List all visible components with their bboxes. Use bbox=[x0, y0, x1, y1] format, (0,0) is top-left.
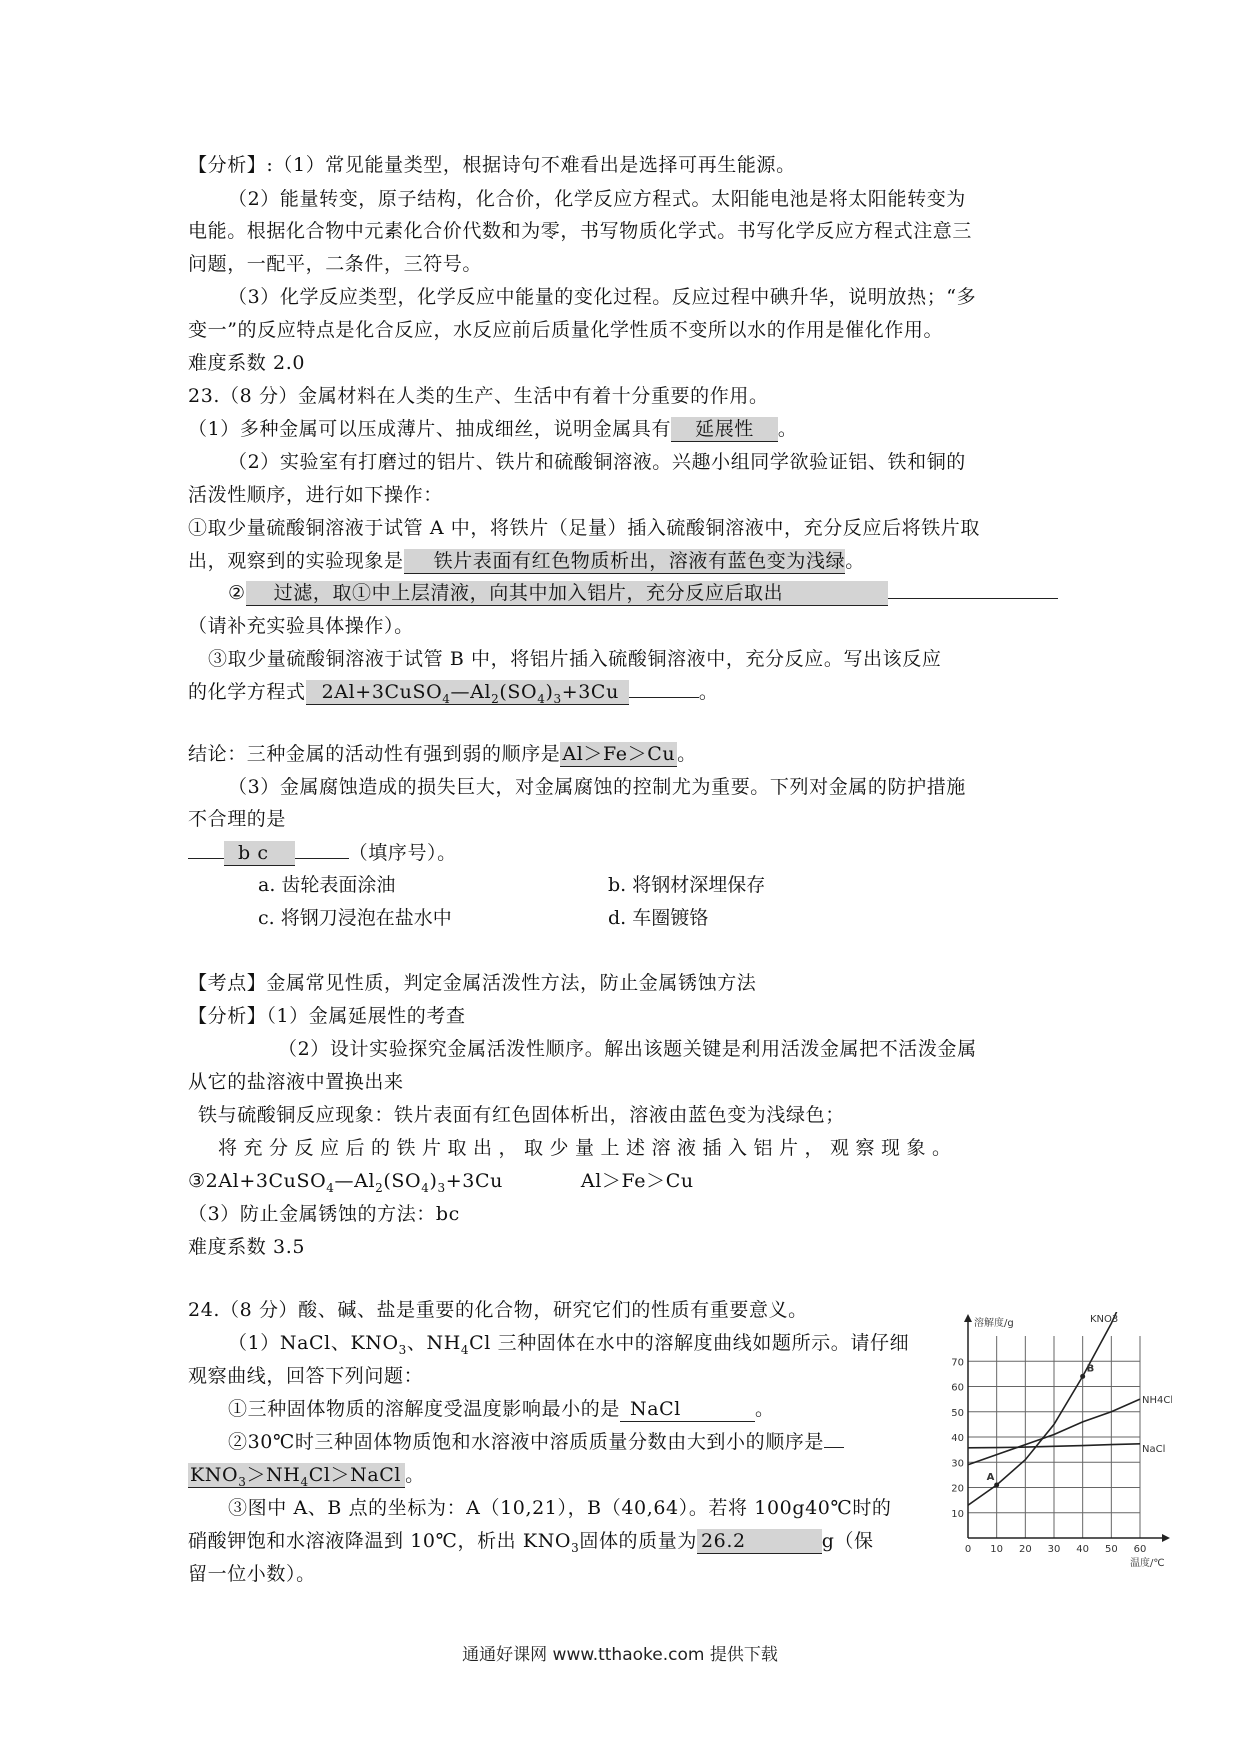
q23-part1 bbox=[188, 416, 798, 442]
analysis-line: 电能。根据化合物中元素化合价代数和为零，书写物质化学式。书写化学反应方程式注意三 bbox=[188, 220, 973, 242]
question-24-title: 24.（8 分）酸、碱、盐是重要的化合物，研究它们的性质有重要意义。 bbox=[188, 1299, 808, 1321]
x-tick-label: 0 bbox=[964, 1544, 972, 1555]
y-tick-label: 60 bbox=[951, 1382, 964, 1394]
text: 。 bbox=[405, 1464, 425, 1486]
text: 的化学方程式 bbox=[188, 681, 306, 703]
option-a: a. 齿轮表面涂油 bbox=[258, 874, 396, 896]
text: 。 bbox=[845, 550, 865, 572]
subscript: 4 bbox=[421, 1180, 430, 1195]
subscript: 4 bbox=[460, 1342, 470, 1357]
option-b: b. 将钢材深埋保存 bbox=[608, 874, 766, 896]
data-point bbox=[994, 1482, 999, 1487]
q23-step1-answer-line bbox=[188, 548, 865, 574]
answer-blank: 26.2 bbox=[697, 1529, 822, 1554]
formula-part: KNO bbox=[190, 1464, 239, 1486]
blank-underline bbox=[188, 858, 224, 859]
data-point bbox=[1080, 1374, 1085, 1379]
text: 。 bbox=[677, 743, 697, 765]
analysis-line: 变一”的反应特点是化合反应，水反应前后质量化学性质不变所以水的作用是催化作用。 bbox=[188, 319, 944, 341]
q23-step3-line: ③取少量硫酸铜溶液于试管 B 中，将铝片插入硫酸铜溶液中，充分反应。写出该反应 bbox=[208, 648, 942, 670]
answer-blank bbox=[188, 1463, 405, 1488]
text: 出，观察到的实验现象是 bbox=[188, 550, 404, 572]
answer-blank: 过滤，取①中上层清液，向其中加入铝片，充分反应后取出 bbox=[246, 581, 888, 606]
subscript: 4 bbox=[300, 1474, 309, 1489]
subscript: 3 bbox=[553, 691, 562, 706]
text: 。 bbox=[777, 418, 798, 440]
q24-item1 bbox=[228, 1396, 775, 1422]
subscript: 4 bbox=[442, 691, 451, 706]
equation-part: ) bbox=[545, 681, 554, 703]
text: 。 bbox=[754, 1398, 775, 1420]
series-label: KNO3 bbox=[1090, 1314, 1119, 1325]
q23-step2-note: （请补充实验具体操作）。 bbox=[188, 615, 414, 637]
text: Cl 三种固体在水中的溶解度曲线如题所示。请仔细 bbox=[469, 1332, 910, 1354]
analysis-line: （2）能量转变，原子结构，化合价，化学反应方程式。太阳能电池是将太阳能转变为 bbox=[228, 188, 966, 210]
analysis-equation-line bbox=[188, 1168, 694, 1194]
analysis-line: 将充分反应后的铁片取出，取少量上述溶液插入铝片，观察现象。 bbox=[218, 1137, 958, 1159]
answer-blank: 铁片表面有红色物质析出，溶液有蓝色变为浅绿 bbox=[404, 549, 846, 574]
q24-item3-line: 留一位小数）。 bbox=[188, 1563, 316, 1585]
answer-blank bbox=[306, 680, 629, 705]
subscript: 3 bbox=[238, 1474, 247, 1489]
y-axis-arrow bbox=[964, 1314, 972, 1322]
subscript: 2 bbox=[491, 691, 500, 706]
series-label: NaCl bbox=[1142, 1443, 1166, 1455]
y-tick-label: 30 bbox=[951, 1458, 964, 1470]
q24-item3-line: ③图中 A、B 点的坐标为：A（10,21），B（40,64）。若将 100g40℃时的 bbox=[228, 1497, 892, 1519]
q23-step1-line: ①取少量硫酸铜溶液于试管 A 中，将铁片（足量）插入硫酸铜溶液中，充分反应后将铁片取 bbox=[188, 517, 981, 539]
text: （填序号）。 bbox=[348, 842, 457, 864]
q23-conclusion bbox=[188, 741, 697, 767]
option-c: c. 将钢刀浸泡在盐水中 bbox=[258, 907, 452, 929]
solubility-chart bbox=[940, 1310, 1172, 1572]
x-axis-label: 温度/℃ bbox=[1130, 1558, 1165, 1569]
blank-underline bbox=[295, 858, 349, 859]
activity-order: Al＞Fe＞Cu bbox=[580, 1170, 694, 1192]
subscript: 3 bbox=[571, 1540, 580, 1555]
analysis-line: 【分析】:（1）常见能量类型，根据诗句不难看出是选择可再生能源。 bbox=[188, 154, 796, 176]
y-tick-label: 50 bbox=[951, 1407, 964, 1419]
subscript: 3 bbox=[437, 1180, 446, 1195]
formula-part: Cl＞NaCl bbox=[308, 1464, 402, 1486]
y-tick-label: 40 bbox=[951, 1433, 964, 1444]
x-tick-label: 60 bbox=[1133, 1544, 1147, 1555]
text: ①三种固体物质的溶解度受温度影响最小的是 bbox=[228, 1398, 621, 1420]
answer-blank: Al＞Fe＞Cu bbox=[562, 743, 676, 765]
subscript: 4 bbox=[326, 1180, 335, 1195]
q23-part3-line: 不合理的是 bbox=[188, 808, 287, 830]
text: （1）NaCl、KNO bbox=[228, 1332, 399, 1354]
equation-part: (SO bbox=[499, 681, 538, 703]
q24-item2-answer-line bbox=[188, 1462, 425, 1488]
analysis-line: （3）防止金属锈蚀的方法：bc bbox=[188, 1203, 460, 1225]
analysis-line: 【分析】（1）金属延展性的考查 bbox=[188, 1005, 466, 1027]
y-tick-label: 70 bbox=[951, 1357, 964, 1369]
q23-part3-line: （3）金属腐蚀造成的损失巨大，对金属腐蚀的控制尤为重要。下列对金属的防护措施 bbox=[228, 776, 966, 798]
equation-part: —Al bbox=[334, 1170, 376, 1192]
q24-part1-line bbox=[228, 1330, 909, 1356]
q23-part3-answer-line bbox=[188, 840, 457, 866]
x-tick-label: 30 bbox=[1047, 1544, 1061, 1555]
q23-part2-line: （2）实验室有打磨过的铝片、铁片和硫酸铜溶液。兴趣小组同学欲验证铝、铁和铜的 bbox=[228, 451, 966, 473]
q24-part1-line: 观察曲线，回答下列问题： bbox=[188, 1365, 424, 1387]
subscript: 4 bbox=[537, 691, 546, 706]
formula-part: ＞NH bbox=[246, 1464, 301, 1486]
x-tick-label: 50 bbox=[1104, 1544, 1118, 1555]
y-tick-label: 10 bbox=[951, 1508, 964, 1520]
series-label: NH4Cl bbox=[1142, 1395, 1172, 1407]
answer-blank: NaCl bbox=[620, 1397, 755, 1422]
difficulty-line: 难度系数 3.5 bbox=[188, 1236, 306, 1258]
analysis-line: 问题，一配平，二条件，三符号。 bbox=[188, 253, 483, 275]
analysis-line: 从它的盐溶液中置换出来 bbox=[188, 1071, 404, 1093]
q24-item3-answer-line bbox=[188, 1528, 874, 1554]
point-label: A bbox=[986, 1471, 995, 1483]
text: 硝酸钾饱和水溶液降温到 10℃，析出 KNO bbox=[188, 1530, 572, 1552]
blank-underline bbox=[888, 598, 1058, 599]
x-tick-label: 20 bbox=[1018, 1544, 1032, 1555]
text: 结论：三种金属的活动性有强到弱的顺序是 bbox=[188, 743, 561, 765]
subscript: 2 bbox=[375, 1180, 384, 1195]
q23-equation-line bbox=[188, 679, 719, 705]
blank-underline bbox=[629, 697, 699, 698]
text: ②30℃时三种固体物质饱和水溶液中溶质质量分数由大到小的顺序是 bbox=[228, 1431, 825, 1453]
page-footer: 通通好课网 www.tthaoke.com 提供下载 bbox=[462, 1645, 778, 1665]
y-tick-label: 20 bbox=[951, 1483, 964, 1495]
difficulty-line: 难度系数 2.0 bbox=[188, 352, 306, 374]
equation-part: +3Cu bbox=[561, 681, 619, 703]
equation-part: ③2Al+3CuSO bbox=[188, 1170, 327, 1192]
text: 。 bbox=[698, 681, 719, 703]
equation-part: —Al bbox=[450, 681, 492, 703]
equation-part: (SO bbox=[383, 1170, 422, 1192]
solubility-chart-svg bbox=[940, 1310, 1172, 1572]
x-tick-label: 40 bbox=[1076, 1544, 1090, 1555]
answer-blank: b c bbox=[224, 841, 295, 866]
q23-step2-line bbox=[228, 580, 1058, 606]
analysis-line: （2）设计实验探究金属活泼性顺序。解出该题关键是利用活泼金属把不活泼金属 bbox=[278, 1038, 977, 1060]
x-tick-label: 10 bbox=[990, 1544, 1004, 1555]
text: ② bbox=[228, 582, 246, 604]
analysis-line: 铁与硫酸铜反应现象：铁片表面有红色固体析出，溶液由蓝色变为浅绿色； bbox=[198, 1104, 845, 1126]
option-d: d. 车圈镀铬 bbox=[608, 907, 709, 929]
point-label: B bbox=[1086, 1363, 1095, 1375]
q23-part2-line: 活泼性顺序，进行如下操作： bbox=[188, 484, 443, 506]
equation-part: ) bbox=[429, 1170, 438, 1192]
x-axis-arrow bbox=[1162, 1534, 1170, 1542]
text: 、NH bbox=[406, 1332, 461, 1354]
equation-part: 2Al+3CuSO bbox=[321, 681, 443, 703]
y-axis-label: 溶解度/g bbox=[974, 1318, 1014, 1329]
analysis-line: （3）化学反应类型，化学反应中能量的变化过程。反应过程中碘升华，说明放热；“多 bbox=[228, 286, 977, 308]
text: （1）多种金属可以压成薄片、抽成细丝，说明金属具有 bbox=[188, 418, 672, 440]
equation-part: +3Cu bbox=[445, 1170, 503, 1192]
q24-item2 bbox=[228, 1429, 844, 1455]
text: 固体的质量为 bbox=[579, 1530, 697, 1552]
answer-blank: 延展性 bbox=[671, 417, 778, 442]
question-23-title: 23.（8 分）金属材料在人类的生产、生活中有着十分重要的作用。 bbox=[188, 385, 769, 407]
text: g（保 bbox=[821, 1530, 874, 1552]
chart-labels bbox=[951, 1314, 1172, 1569]
kaodian-line: 【考点】金属常见性质，判定金属活泼性方法，防止金属锈蚀方法 bbox=[188, 972, 757, 994]
subscript: 3 bbox=[398, 1342, 407, 1357]
blank-underline bbox=[824, 1447, 844, 1448]
